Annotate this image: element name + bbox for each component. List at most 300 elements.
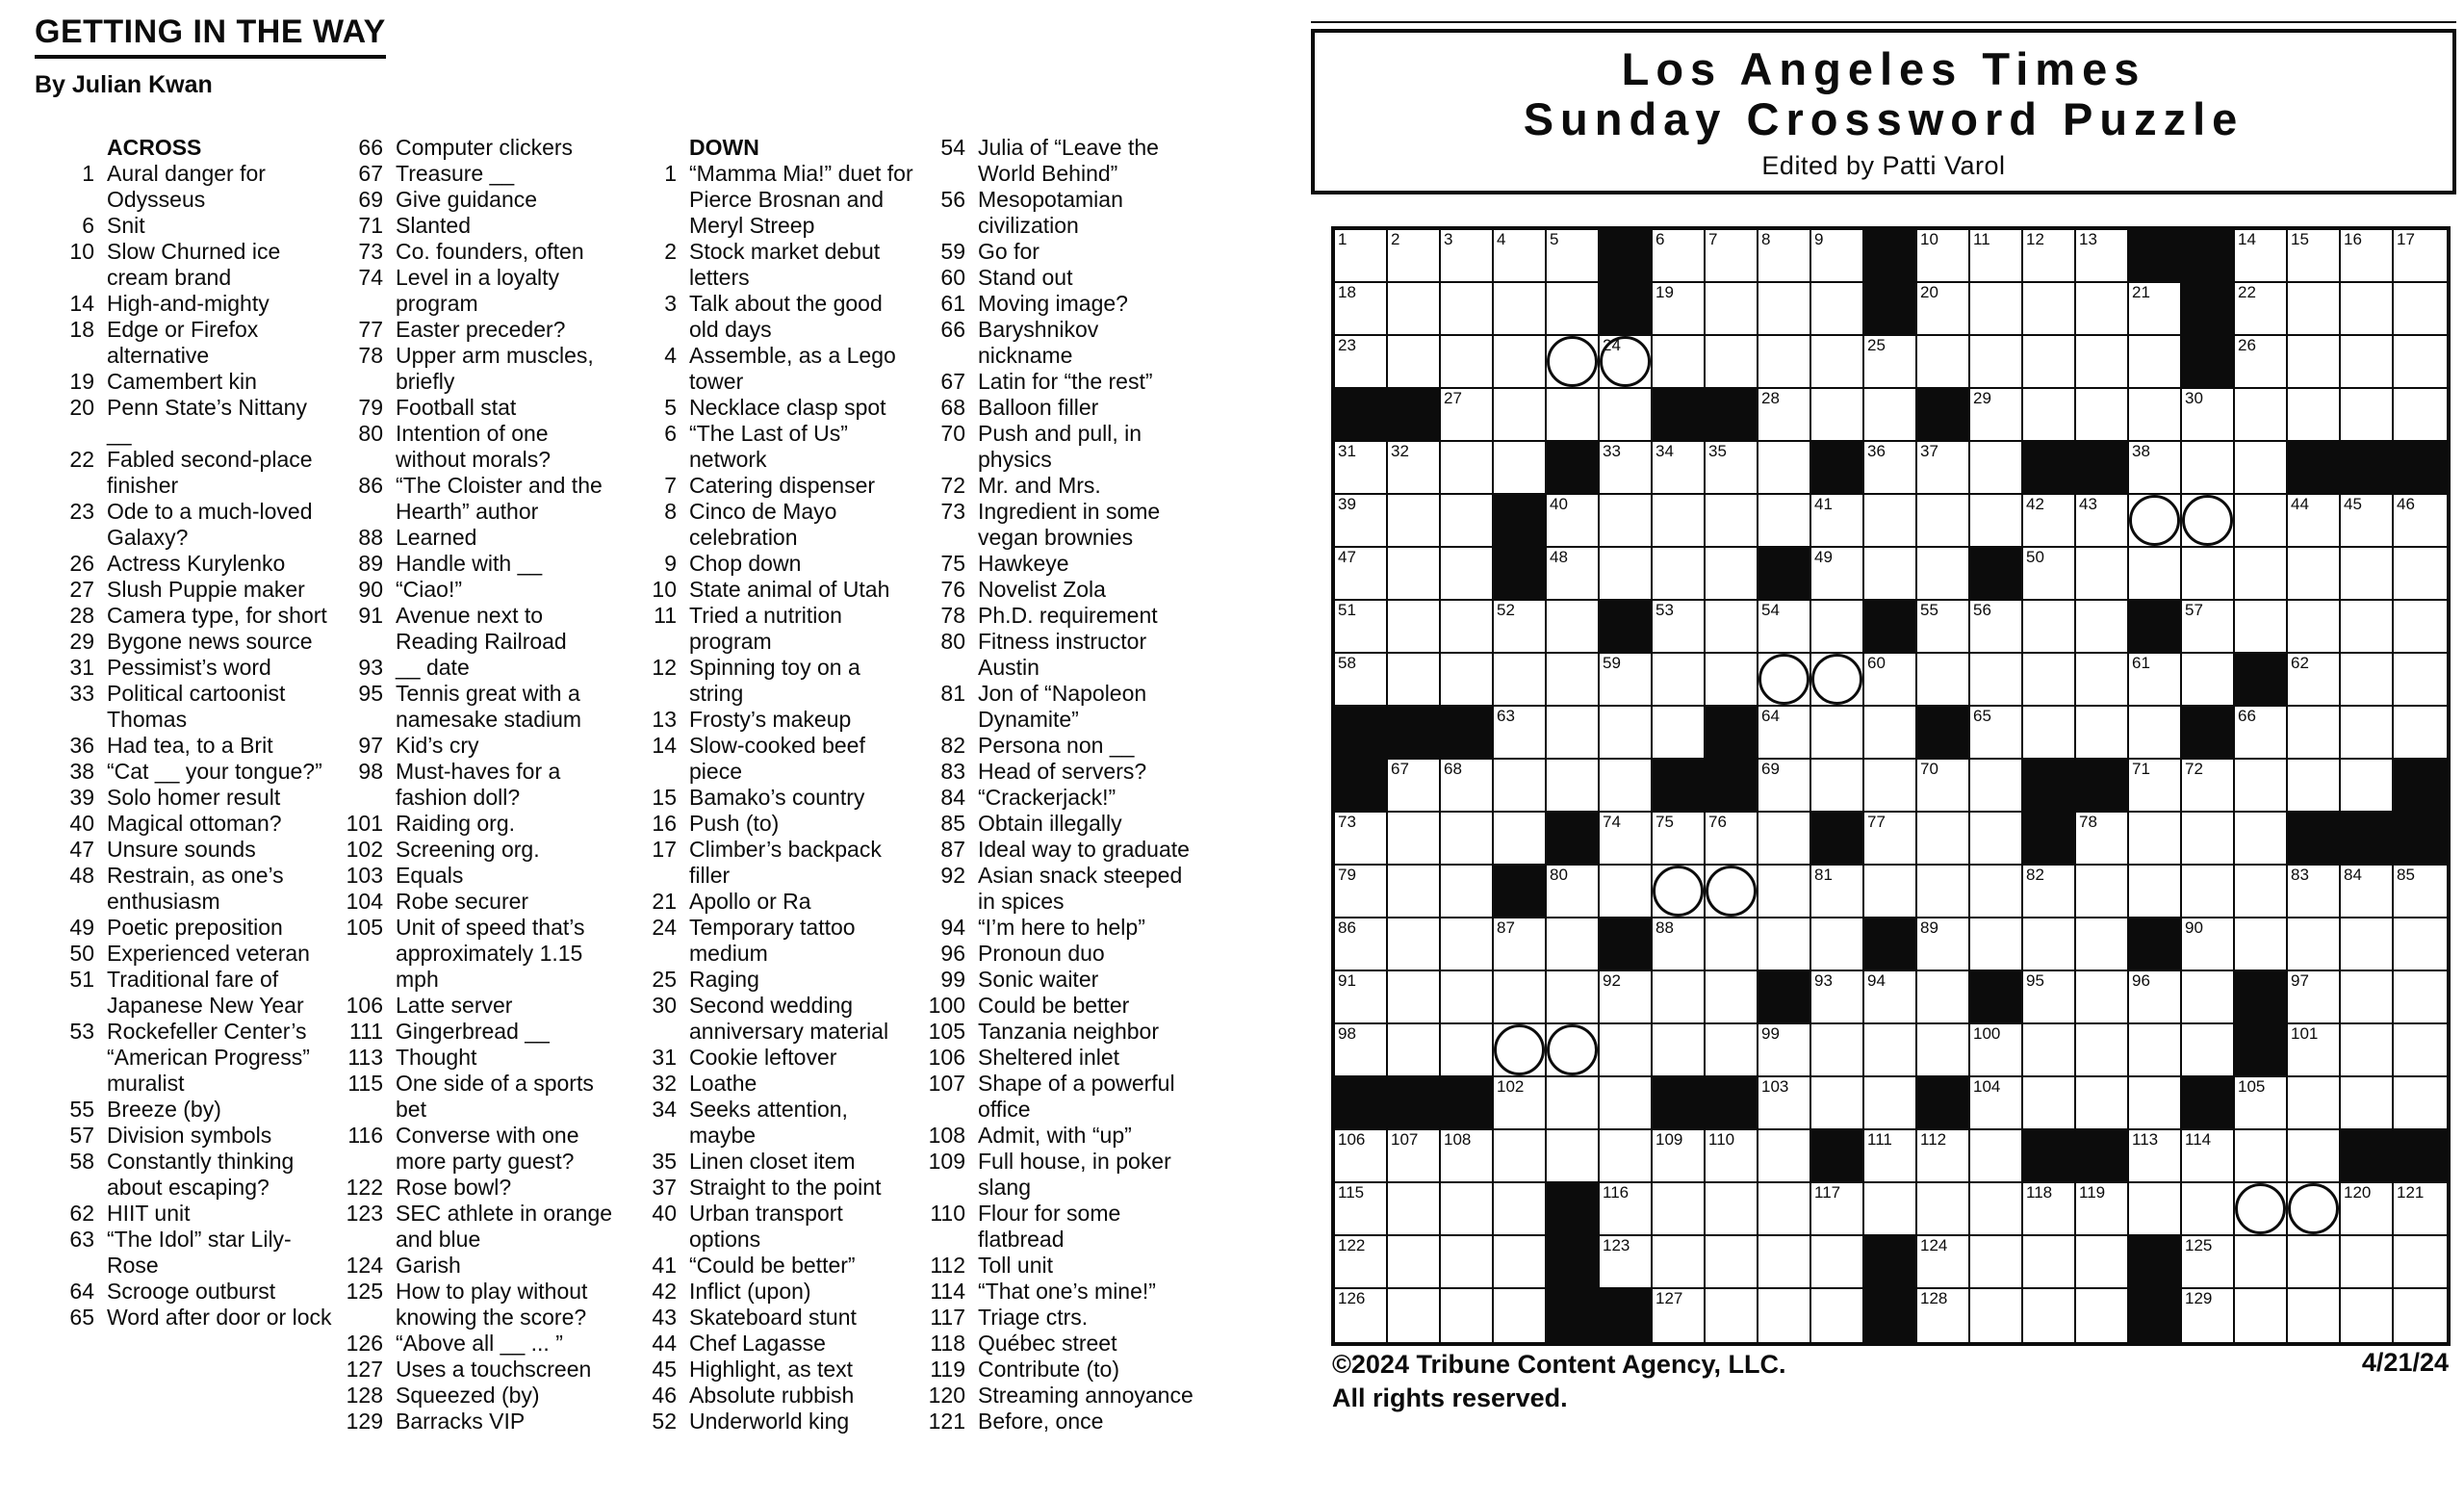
- clue-text: Fitness instructor Austin: [978, 629, 1147, 680]
- black-square: [2341, 813, 2394, 866]
- grid-cell: [1441, 1130, 1494, 1183]
- cell-number: 33: [1603, 442, 1621, 460]
- clue-text: Scrooge outburst: [107, 1279, 276, 1304]
- clue-text: Frosty’s makeup: [689, 707, 852, 732]
- clue-number: 56: [940, 187, 965, 212]
- grid-cell: [1335, 442, 1388, 495]
- clue-number: 66: [940, 317, 965, 342]
- clue-number: 3: [664, 291, 677, 316]
- clue-number: 92: [940, 863, 965, 888]
- grid-cell: [2076, 283, 2129, 336]
- clue-text: Spinning toy on a string: [689, 655, 860, 706]
- circled-cell: [1547, 1024, 1600, 1077]
- cell-number: 101: [2291, 1024, 2319, 1043]
- cell-number: 128: [1920, 1289, 1948, 1307]
- clue-number: 39: [69, 785, 94, 810]
- clue-item: [323, 577, 614, 603]
- clue-number: 84: [940, 785, 965, 810]
- clue-text: Sheltered inlet: [978, 1045, 1120, 1070]
- cell-number: 80: [1550, 866, 1568, 884]
- grid-cell: [1600, 813, 1653, 866]
- grid-cell: [2288, 230, 2341, 283]
- clue-text: Loathe: [689, 1071, 757, 1096]
- clue-text: Had tea, to a Brit: [107, 733, 273, 758]
- grid-cell: [1441, 1289, 1494, 1342]
- grid-cell: [2235, 866, 2288, 918]
- clue-number: 21: [652, 889, 677, 914]
- black-square: [1494, 548, 1547, 601]
- clue-text: Snit: [107, 213, 145, 238]
- grid-cell: [1547, 601, 1600, 654]
- cell-number: 60: [1867, 654, 1886, 672]
- clue-text: Full house, in poker slang: [978, 1149, 1171, 1200]
- clue-item: [323, 993, 614, 1019]
- clue-number: 40: [652, 1201, 677, 1226]
- clue-text: Urban transport options: [689, 1201, 843, 1252]
- cell-number: 92: [1603, 971, 1621, 990]
- black-square: [2235, 1024, 2288, 1077]
- grid-cell: [1600, 1130, 1653, 1183]
- clue-number: 63: [69, 1227, 94, 1252]
- clue-item: [323, 1409, 614, 1435]
- grid-cell: [2394, 389, 2447, 442]
- grid-cell: [1441, 1183, 1494, 1236]
- grid-cell: [2394, 1024, 2447, 1077]
- grid-cell: [2023, 918, 2076, 971]
- clue-text: Easter preceder?: [396, 317, 566, 342]
- clue-item: [906, 629, 1196, 681]
- grid-cell: [2182, 1183, 2235, 1236]
- clue-item: [35, 603, 335, 629]
- grid-cell: [1600, 442, 1653, 495]
- cell-number: 41: [1814, 495, 1833, 513]
- cell-number: 99: [1761, 1024, 1780, 1043]
- black-square: [1547, 813, 1600, 866]
- clue-item: [906, 1149, 1196, 1201]
- clue-item: [617, 1279, 917, 1305]
- grid-cell: [2288, 971, 2341, 1024]
- grid-cell: [1864, 389, 1917, 442]
- grid-cell: [2076, 1024, 2129, 1077]
- clue-number: 8: [664, 499, 677, 524]
- cell-number: 3: [1444, 230, 1453, 248]
- clue-item: [323, 1123, 614, 1175]
- clue-item: [323, 161, 614, 187]
- grid-cell: [1970, 283, 2023, 336]
- clue-item: [323, 135, 614, 161]
- clue-item: [35, 759, 335, 785]
- cell-number: 6: [1656, 230, 1665, 248]
- cell-number: 76: [1708, 813, 1727, 831]
- clue-number: 55: [69, 1097, 94, 1122]
- circled-cell: [2288, 1183, 2341, 1236]
- clue-text: “Could be better”: [689, 1253, 856, 1278]
- cell-number: 16: [2344, 230, 2362, 248]
- grid-cell: [1335, 283, 1388, 336]
- grid-cell: [2288, 283, 2341, 336]
- grid-cell: [1706, 495, 1758, 548]
- black-square: [1917, 1077, 1970, 1130]
- clue-item: [906, 265, 1196, 291]
- clue-item: [323, 395, 614, 421]
- clue-number: 13: [652, 707, 677, 732]
- clue-item: [617, 1045, 917, 1071]
- clue-text: Bygone news source: [107, 629, 313, 654]
- grid-cell: [1547, 389, 1600, 442]
- clue-text: Treasure __: [396, 161, 515, 186]
- grid-cell: [2182, 654, 2235, 707]
- clue-number: 12: [652, 655, 677, 680]
- cell-number: 27: [1444, 389, 1462, 407]
- clue-item: [906, 1045, 1196, 1071]
- grid-cell: [2341, 707, 2394, 760]
- clue-item: [617, 1201, 917, 1253]
- clue-text: Moving image?: [978, 291, 1128, 316]
- grid-cell: [2235, 336, 2288, 389]
- grid-cell: [1653, 707, 1706, 760]
- grid-cell: [1441, 760, 1494, 813]
- grid-cell: [1706, 1130, 1758, 1183]
- clue-text: Ph.D. requirement: [978, 603, 1158, 628]
- clue-text: Barracks VIP: [396, 1409, 526, 1434]
- clue-item: [323, 551, 614, 577]
- clue-item: [35, 395, 335, 447]
- grid-cell: [2182, 389, 2235, 442]
- clue-text: HIIT unit: [107, 1201, 191, 1226]
- grid-cell: [2235, 442, 2288, 495]
- cell-number: 4: [1497, 230, 1506, 248]
- clue-item: [906, 681, 1196, 733]
- grid-cell: [2023, 1024, 2076, 1077]
- grid-cell: [1864, 442, 1917, 495]
- clue-text: Word after door or lock: [107, 1305, 332, 1330]
- clue-number: 90: [358, 577, 383, 602]
- clue-number: 129: [346, 1409, 383, 1434]
- grid-cell: [1864, 1130, 1917, 1183]
- grid-cell: [2182, 1130, 2235, 1183]
- grid-cell: [1388, 548, 1441, 601]
- cell-number: 9: [1814, 230, 1824, 248]
- grid-cell: [1441, 866, 1494, 918]
- clue-item: [906, 993, 1196, 1019]
- grid-cell: [2235, 230, 2288, 283]
- cell-number: 29: [1973, 389, 1991, 407]
- grid-cell: [2076, 601, 2129, 654]
- cell-number: 10: [1920, 230, 1938, 248]
- clue-text: Political cartoonist Thomas: [107, 681, 286, 732]
- clue-item: [906, 967, 1196, 993]
- clue-text: Intention of one without morals?: [396, 421, 552, 472]
- cell-number: 52: [1497, 601, 1515, 619]
- grid-cell: [1970, 601, 2023, 654]
- clue-number: 93: [358, 655, 383, 680]
- grid-cell: [1864, 495, 1917, 548]
- cell-number: 124: [1920, 1236, 1948, 1254]
- clue-number: 76: [940, 577, 965, 602]
- black-square: [1335, 707, 1388, 760]
- black-square: [2129, 230, 2182, 283]
- clue-item: [906, 1357, 1196, 1383]
- clue-item: [323, 421, 614, 473]
- grid-cell: [1653, 971, 1706, 1024]
- clue-item: [617, 473, 917, 499]
- grid-cell: [1600, 760, 1653, 813]
- grid-cell: [2394, 230, 2447, 283]
- grid-cell: [1494, 230, 1547, 283]
- clue-item: [323, 837, 614, 863]
- clue-number: 10: [652, 577, 677, 602]
- black-square: [1494, 495, 1547, 548]
- grid-cell: [1335, 601, 1388, 654]
- clue-item: [617, 1071, 917, 1097]
- clue-number: 73: [940, 499, 965, 524]
- cell-number: 87: [1497, 918, 1515, 937]
- clue-number: 91: [358, 603, 383, 628]
- cell-number: 119: [2079, 1183, 2106, 1202]
- clue-number: 50: [69, 941, 94, 966]
- grid-cell: [1917, 1289, 1970, 1342]
- clue-text: Go for: [978, 239, 1040, 264]
- clue-number: 1: [82, 161, 94, 186]
- grid-cell: [1547, 1130, 1600, 1183]
- grid-cell: [1811, 707, 1864, 760]
- clue-item: [617, 1409, 917, 1435]
- grid-cell: [2394, 495, 2447, 548]
- grid-cell: [2394, 1183, 2447, 1236]
- clue-text: Upper arm muscles, briefly: [396, 343, 594, 394]
- grid-cell: [1811, 283, 1864, 336]
- clue-text: Latin for “the rest”: [978, 369, 1153, 394]
- cell-number: 72: [2185, 760, 2203, 778]
- clue-number: 20: [69, 395, 94, 420]
- clue-number: 66: [358, 135, 383, 160]
- cell-number: 67: [1391, 760, 1409, 778]
- clue-number: 47: [69, 837, 94, 862]
- clue-number: 125: [346, 1279, 383, 1304]
- cell-number: 95: [2026, 971, 2044, 990]
- black-square: [1547, 442, 1600, 495]
- grid-cell: [1600, 1077, 1653, 1130]
- black-square: [2129, 601, 2182, 654]
- grid-cell: [1706, 336, 1758, 389]
- grid-cell: [2023, 1236, 2076, 1289]
- clue-text: “Mamma Mia!” duet for Pierce Brosnan and Meryl Streep: [689, 161, 913, 238]
- clue-number: 112: [930, 1253, 965, 1278]
- grid-cell: [1547, 760, 1600, 813]
- clue-text: Fabled second-place finisher: [107, 447, 313, 498]
- grid-cell: [1706, 918, 1758, 971]
- clue-number: 44: [652, 1331, 677, 1356]
- cell-number: 91: [1338, 971, 1356, 990]
- grid-cell: [1547, 654, 1600, 707]
- cell-number: 96: [2132, 971, 2150, 990]
- grid-cell: [1758, 813, 1811, 866]
- clue-item: [323, 525, 614, 551]
- cell-number: 39: [1338, 495, 1356, 513]
- masthead-line1: Los Angeles Times: [1621, 43, 2146, 94]
- grid-cell: [1388, 336, 1441, 389]
- clue-text: Slanted: [396, 213, 472, 238]
- clue-number: 32: [652, 1071, 677, 1096]
- clue-text: Ingredient in some vegan brownies: [978, 499, 1161, 550]
- grid-cell: [2235, 283, 2288, 336]
- cell-number: 98: [1338, 1024, 1356, 1043]
- clue-text: Must-haves for a fashion doll?: [396, 759, 561, 810]
- clue-item: [35, 1227, 335, 1279]
- clue-number: 49: [69, 915, 94, 940]
- grid-cell: [1653, 336, 1706, 389]
- grid-cell: [1864, 866, 1917, 918]
- clue-number: 128: [346, 1383, 383, 1408]
- black-square: [1706, 389, 1758, 442]
- clue-number: 114: [930, 1279, 965, 1304]
- clue-number: 52: [652, 1409, 677, 1434]
- clue-number: 61: [940, 291, 965, 316]
- clue-number: 31: [69, 655, 94, 680]
- clue-number: 118: [930, 1331, 965, 1356]
- grid-cell: [2182, 1289, 2235, 1342]
- cell-number: 64: [1761, 707, 1780, 725]
- clue-number: 122: [346, 1175, 383, 1200]
- grid-cell: [1494, 813, 1547, 866]
- black-square: [1706, 707, 1758, 760]
- clue-text: “Crackerjack!”: [978, 785, 1116, 810]
- clue-text: __ date: [396, 655, 470, 680]
- cell-number: 111: [1867, 1130, 1892, 1149]
- clue-number: 64: [69, 1279, 94, 1304]
- clue-number: 17: [652, 837, 677, 862]
- clue-number: 97: [358, 733, 383, 758]
- clue-number: 28: [69, 603, 94, 628]
- cell-number: 65: [1973, 707, 1991, 725]
- cell-number: 117: [1814, 1183, 1841, 1202]
- grid-cell: [2288, 1289, 2341, 1342]
- grid-cell: [1600, 1183, 1653, 1236]
- black-square: [2235, 654, 2288, 707]
- grid-cell: [2182, 971, 2235, 1024]
- black-square: [1811, 442, 1864, 495]
- grid-cell: [1335, 813, 1388, 866]
- clue-number: 65: [69, 1305, 94, 1330]
- clue-item: [617, 1175, 917, 1201]
- grid-cell: [2023, 1183, 2076, 1236]
- clue-item: [906, 1305, 1196, 1331]
- grid-cell: [1441, 813, 1494, 866]
- black-square: [2129, 1236, 2182, 1289]
- cell-number: 86: [1338, 918, 1356, 937]
- grid-cell: [1494, 283, 1547, 336]
- grid-cell: [2129, 1077, 2182, 1130]
- grid-cell: [2288, 336, 2341, 389]
- clue-number: 62: [69, 1201, 94, 1226]
- clue-item: [35, 1305, 335, 1331]
- grid-cell: [2023, 866, 2076, 918]
- clue-item: [906, 291, 1196, 317]
- clue-item: [323, 473, 614, 525]
- grid-cell: [2288, 1130, 2341, 1183]
- grid-cell: [2023, 336, 2076, 389]
- grid-cell: [2129, 389, 2182, 442]
- cell-number: 15: [2291, 230, 2309, 248]
- grid-cell: [1758, 230, 1811, 283]
- clue-number: 74: [358, 265, 383, 290]
- cell-number: 127: [1656, 1289, 1683, 1307]
- clue-number: 104: [346, 889, 383, 914]
- clue-text: Raging: [689, 967, 759, 992]
- grid-cell: [1970, 654, 2023, 707]
- grid-cell: [1494, 654, 1547, 707]
- clue-text: Asian snack steeped in spices: [978, 863, 1183, 914]
- clue-item: [323, 1175, 614, 1201]
- black-square: [1970, 548, 2023, 601]
- grid-cell: [1917, 918, 1970, 971]
- clue-item: [35, 291, 335, 317]
- clue-number: 124: [346, 1253, 383, 1278]
- clue-text: Straight to the point: [689, 1175, 882, 1200]
- clue-number: 40: [69, 811, 94, 836]
- clue-item: [35, 733, 335, 759]
- clue-number: 45: [652, 1357, 677, 1382]
- grid-cell: [2129, 442, 2182, 495]
- clue-item: [323, 213, 614, 239]
- clue-number: 71: [358, 213, 383, 238]
- grid-cell: [1494, 389, 1547, 442]
- clue-number: 127: [346, 1357, 383, 1382]
- clue-text: Converse with one more party guest?: [396, 1123, 579, 1174]
- clue-number: 54: [940, 135, 965, 160]
- cell-number: 17: [2397, 230, 2415, 248]
- clue-item: [906, 369, 1196, 395]
- clue-text: Camera type, for short: [107, 603, 327, 628]
- clue-number: 98: [358, 759, 383, 784]
- black-square: [1335, 389, 1388, 442]
- cell-number: 61: [2132, 654, 2150, 672]
- black-square: [2129, 918, 2182, 971]
- grid-cell: [2341, 1236, 2394, 1289]
- grid-cell: [1864, 760, 1917, 813]
- grid-cell: [1494, 760, 1547, 813]
- black-square: [2235, 971, 2288, 1024]
- clue-number: 107: [928, 1071, 965, 1096]
- grid-cell: [1917, 1130, 1970, 1183]
- grid-cell: [1970, 1024, 2023, 1077]
- grid-cell: [1547, 495, 1600, 548]
- clue-number: 30: [652, 993, 677, 1018]
- clue-text: Actress Kurylenko: [107, 551, 286, 576]
- clue-number: 24: [652, 915, 677, 940]
- clue-item: [323, 1045, 614, 1071]
- grid-cell: [1388, 442, 1441, 495]
- grid-cell: [1917, 866, 1970, 918]
- clue-text: Penn State’s Nittany __: [107, 395, 307, 446]
- clue-number: 48: [69, 863, 94, 888]
- grid-cell: [1864, 1183, 1917, 1236]
- clue-item: [617, 837, 917, 889]
- clue-item: [617, 161, 917, 239]
- grid-cell: [1864, 1077, 1917, 1130]
- cell-number: 53: [1656, 601, 1674, 619]
- grid-cell: [1547, 866, 1600, 918]
- clue-item: [906, 603, 1196, 629]
- grid-cell: [1811, 971, 1864, 1024]
- grid-cell: [1494, 918, 1547, 971]
- clue-number: 117: [930, 1305, 965, 1330]
- clue-text: Bamako’s country: [689, 785, 865, 810]
- clue-text: Skateboard stunt: [689, 1305, 857, 1330]
- cell-number: 83: [2291, 866, 2309, 884]
- grid-cell: [1917, 230, 1970, 283]
- grid-cell: [2076, 971, 2129, 1024]
